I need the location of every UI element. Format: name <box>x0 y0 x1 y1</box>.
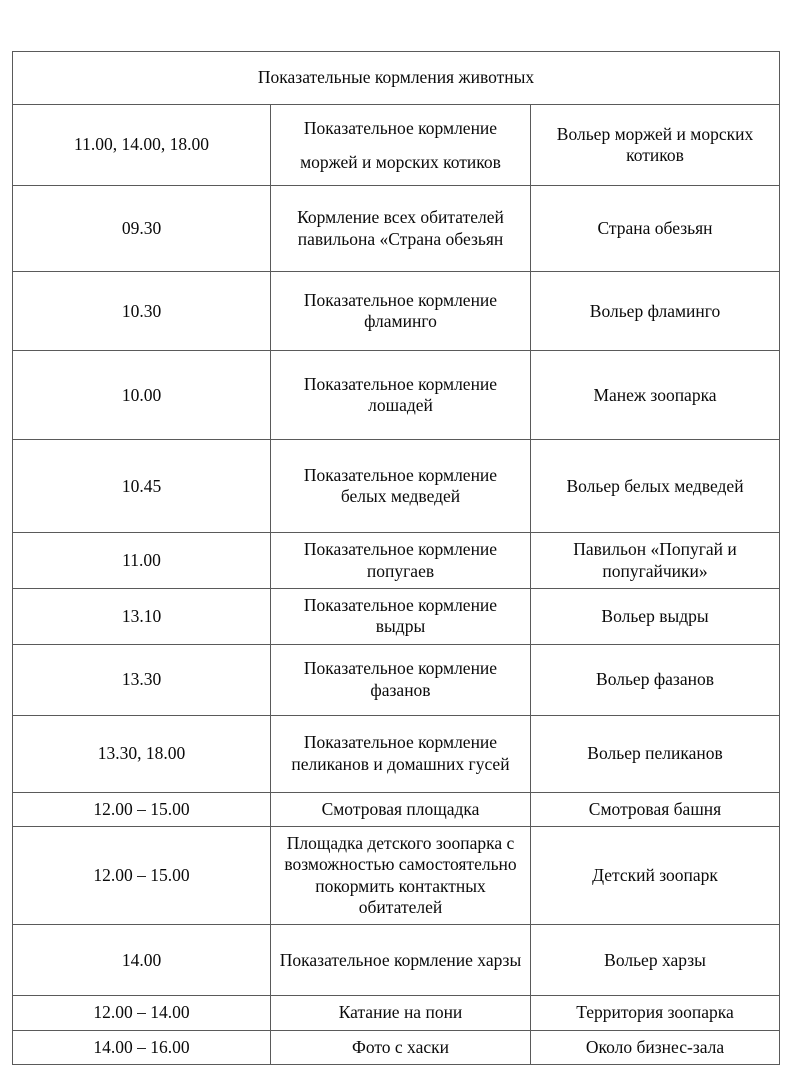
event-text: Показательное кормление лошадей <box>303 373 498 416</box>
cell-time <box>13 644 271 715</box>
cell-event <box>271 440 531 533</box>
cell-time <box>13 440 271 533</box>
cell-place <box>531 1030 780 1064</box>
cell-time <box>13 351 271 440</box>
event-text: Площадка детского зоопарка с возможностью самостоятельно покормить контактных обитателей <box>284 832 517 917</box>
cell-place <box>531 715 780 792</box>
cell-time <box>13 186 271 272</box>
event-text: Показательное кормление попугаев <box>303 539 498 581</box>
cell-event <box>271 792 531 826</box>
cell-event <box>271 351 531 440</box>
cell-place <box>531 644 780 715</box>
time-text: 10.00 <box>121 384 162 405</box>
time-text: 10.45 <box>121 475 162 496</box>
time-text: 13.30, 18.00 <box>97 742 186 763</box>
cell-time <box>13 272 271 351</box>
time-text: 11.00, 14.00, 18.00 <box>74 134 209 155</box>
time-text: 09.30 <box>121 218 162 239</box>
table-row <box>13 351 780 440</box>
cell-event <box>271 272 531 351</box>
cell-time <box>13 105 271 186</box>
time-text: 13.10 <box>121 605 162 626</box>
table-row <box>13 186 780 272</box>
place-text: Вольер фазанов <box>596 668 714 689</box>
cell-place <box>531 440 780 533</box>
event-text: Показательное кормление харзы <box>279 949 522 970</box>
table-row <box>13 715 780 792</box>
cell-time <box>13 996 271 1030</box>
cell-place <box>531 925 780 996</box>
cell-time <box>13 792 271 826</box>
event-text: Показательное кормление пеликанов и домашних гусей <box>291 732 510 774</box>
event-text: Кормление всех обитателей павильона «Страна обезьян <box>297 207 504 249</box>
place-text: Манеж зоопарка <box>593 384 717 405</box>
place-text: Вольер харзы <box>604 949 706 970</box>
time-text: 14.00 – 16.00 <box>93 1036 190 1057</box>
table-row <box>13 440 780 533</box>
cell-event <box>271 533 531 589</box>
cell-time <box>13 533 271 589</box>
time-text: 12.00 – 15.00 <box>93 864 190 885</box>
cell-place <box>531 105 780 186</box>
place-text: Страна обезьян <box>597 218 713 239</box>
table-row <box>13 533 780 589</box>
cell-place <box>531 826 780 924</box>
cell-time <box>13 826 271 924</box>
time-text: 13.30 <box>121 668 162 689</box>
cell-place <box>531 186 780 272</box>
table-row <box>13 826 780 924</box>
feeding-schedule-table <box>12 51 780 1065</box>
table-row <box>13 996 780 1030</box>
cell-event <box>271 1030 531 1064</box>
place-text: Павильон «Попугай и попугайчики» <box>573 539 737 581</box>
cell-event <box>271 715 531 792</box>
place-text: Смотровая башня <box>588 798 722 819</box>
table-row <box>13 1030 780 1064</box>
cell-event <box>271 996 531 1030</box>
time-text: 10.30 <box>121 300 162 321</box>
time-text: 11.00 <box>122 549 161 570</box>
place-text: Детский зоопарк <box>592 864 718 885</box>
cell-event <box>271 644 531 715</box>
cell-event <box>271 105 531 186</box>
cell-place <box>531 351 780 440</box>
place-text: Около бизнес-зала <box>585 1036 725 1057</box>
event-text: Показательное кормление фламинго <box>303 289 498 332</box>
place-text: Вольер выдры <box>601 605 709 626</box>
place-text: Вольер фламинго <box>589 300 721 321</box>
event-text: Показательное кормление выдры <box>303 594 498 637</box>
cell-time <box>13 588 271 644</box>
cell-time <box>13 1030 271 1064</box>
event-text: Показательное кормление фазанов <box>303 658 498 700</box>
cell-event <box>271 588 531 644</box>
table-row <box>13 272 780 351</box>
cell-place <box>531 272 780 351</box>
table-row <box>13 792 780 826</box>
time-text: 12.00 – 14.00 <box>93 1002 190 1023</box>
time-text: 14.00 <box>121 949 162 970</box>
table-title-cell <box>13 52 780 105</box>
cell-time <box>13 715 271 792</box>
time-text: 12.00 – 15.00 <box>93 798 190 819</box>
table-row <box>13 105 780 186</box>
event-text: Смотровая площадка <box>321 798 480 819</box>
cell-place <box>531 533 780 589</box>
cell-event <box>271 925 531 996</box>
event-text: Катание на пони <box>338 1002 463 1023</box>
table-title-text: Показательные кормления животных <box>257 67 535 88</box>
cell-time <box>13 925 271 996</box>
place-text: Вольер белых медведей <box>566 475 744 496</box>
cell-event <box>271 826 531 924</box>
event-text: Показательное кормление моржей и морских котиков <box>300 118 501 173</box>
table-row <box>13 925 780 996</box>
event-text: Показательное кормление белых медведей <box>303 464 498 507</box>
place-text: Вольер моржей и морских котиков <box>556 123 754 166</box>
table-row <box>13 588 780 644</box>
cell-event <box>271 186 531 272</box>
place-text: Территория зоопарка <box>576 1002 734 1023</box>
cell-place <box>531 588 780 644</box>
table-title-row <box>13 52 780 105</box>
cell-place <box>531 792 780 826</box>
place-text: Вольер пеликанов <box>587 742 723 763</box>
cell-place <box>531 996 780 1030</box>
event-text: Фото с хаски <box>352 1036 449 1057</box>
table-row <box>13 644 780 715</box>
